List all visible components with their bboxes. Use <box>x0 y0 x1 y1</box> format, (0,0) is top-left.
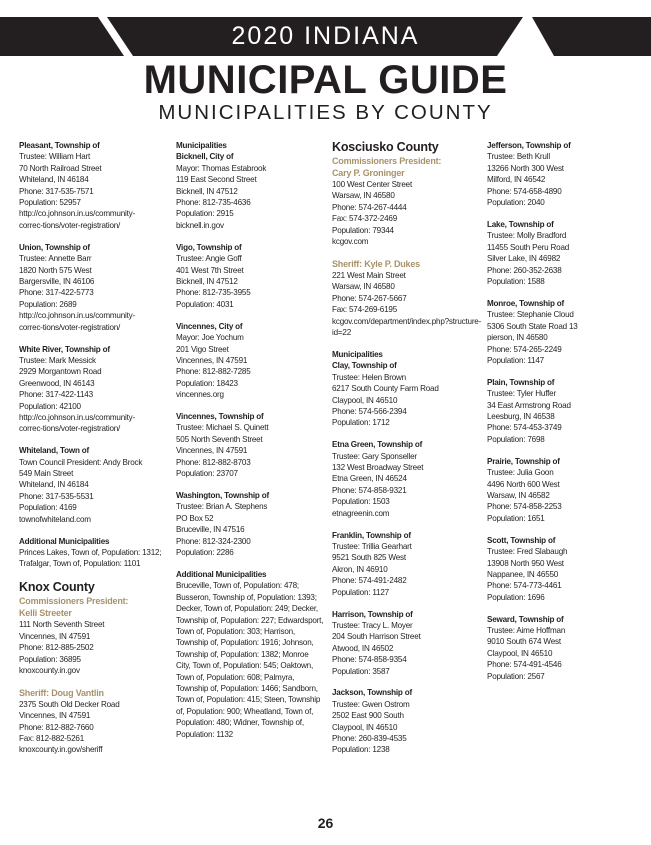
sheriff-kosciusko <box>332 258 482 338</box>
listing-line: Population: 1147 <box>487 355 544 365</box>
listing-line: Phone: 574-491-4546 <box>487 660 562 670</box>
listing-line: Population: 4031 <box>176 299 234 309</box>
listing-line: Population: 42100 <box>19 401 81 411</box>
listing-name: Plain, Township of <box>487 377 555 387</box>
listing-line: Phone: 260-839-4535 <box>332 734 407 744</box>
listing-line: Phone: 812-882-7285 <box>176 367 251 377</box>
listing-name: Vincennes, City of <box>176 321 243 331</box>
listing-lake-township <box>487 219 637 287</box>
listing-line: Population: 1127 <box>332 587 389 597</box>
listing-seward-township <box>487 614 637 682</box>
listing-line: 2929 Morgantown Road <box>19 367 102 377</box>
listing-line: Phone: 574-267-5667 <box>332 293 407 303</box>
category-heading: Municipalities <box>176 141 227 150</box>
listing-url: etnagreenin.com <box>332 508 390 518</box>
listing-line: Trustee: Trillia Gearhart <box>332 541 412 551</box>
listing-line: Leesburg, IN 46538 <box>487 412 555 422</box>
listing-additional-municipalities <box>19 536 162 570</box>
listing-url: knoxcounty.in.gov/sheriff <box>19 745 103 755</box>
county-heading: Knox County <box>19 580 95 595</box>
listing-line: Vincennes, IN 47591 <box>19 631 91 641</box>
listing-line: Fax: 812-882-5261 <box>19 734 84 744</box>
listing-line: Trustee: Julia Goon <box>487 468 554 478</box>
listing-line: Vincennes, IN 47591 <box>176 355 248 365</box>
listing-line: Population: 23707 <box>176 469 238 479</box>
listing-line: Trustee: Brian A. Stephens <box>176 502 268 512</box>
page-number: 26 <box>317 815 334 831</box>
listing-line: 5306 South State Road 13 <box>487 321 578 331</box>
listing-prairie-township <box>487 456 637 524</box>
sheriff-name: Sheriff: Doug Vantlin <box>19 687 104 698</box>
listing-line: 11455 South Peru Road <box>487 242 570 252</box>
listing-line: Population: 2040 <box>487 198 545 208</box>
listing-name: Harrison, Township of <box>332 609 413 619</box>
listing-line: Phone: 574-265-2249 <box>487 344 562 354</box>
listing-line: Trafalgar, Town of, Population: 1101 <box>19 559 141 569</box>
listing-line: Population: 3587 <box>332 666 390 676</box>
listing-name: Franklin, Township of <box>332 530 411 540</box>
listing-name: Etna Green, Township of <box>332 440 423 450</box>
listing-line: 13908 North 950 West <box>487 558 564 568</box>
listing-name: White River, Township of <box>19 344 110 354</box>
listing-name: Jefferson, Township of <box>487 141 571 150</box>
listing-line: Bicknell, IN 47512 <box>176 186 238 196</box>
listing-line: Phone: 812-885-2502 <box>19 643 94 653</box>
listing-line: Princes Lakes, Town of, Population: 1312; <box>19 548 162 557</box>
listing-line: Trustee: Aime Hoffman <box>487 626 566 636</box>
listing-name: Whiteland, Town of <box>19 446 89 456</box>
listing-line: Trustee: Gary Sponseller <box>332 451 417 461</box>
listing-line: 13266 North 300 West <box>487 163 564 173</box>
listing-line: Population: 4169 <box>19 503 77 513</box>
listing-name: Additional Municipalities <box>19 536 110 546</box>
listing-line: 9010 South 674 West <box>487 637 561 647</box>
category-heading: Municipalities <box>332 349 383 359</box>
listing-line: Trustee: William Hart <box>19 152 91 162</box>
page-title: MUNICIPAL GUIDE <box>143 58 508 102</box>
listing-harrison-township <box>332 609 482 677</box>
listing-line: Trustee: Gwen Ostrom <box>332 699 410 709</box>
listing-name: Prairie, Township of <box>487 456 560 466</box>
listing-line: Population: 2567 <box>487 671 545 681</box>
listing-washington-township <box>176 490 324 558</box>
listing-line: Warsaw, IN 46582 <box>487 490 550 500</box>
listing-line: 100 West Center Street <box>332 180 413 189</box>
listing-url: kcgov.com <box>332 237 369 247</box>
listing-line: 1820 North 575 West <box>19 265 92 275</box>
listing-line: Milford, IN 46542 <box>487 175 546 185</box>
commissioners-name: Kelli Streeter <box>19 608 72 619</box>
listing-line: Claypool, IN 46510 <box>487 648 553 658</box>
listing-line: 111 North Seventh Street <box>19 620 105 630</box>
listing-name: Vincennes, Township of <box>176 412 264 422</box>
listing-line: Population: 1696 <box>487 592 545 602</box>
listing-line: Phone: 812-882-8703 <box>176 457 251 467</box>
listing-line: 9521 South 825 West <box>332 553 406 563</box>
listing-url: http://co.johnson.in.us/community-correc-tions/voter-registration/ <box>19 209 136 230</box>
listing-line: Phone: 574-491-2482 <box>332 576 407 586</box>
listing-line: Trustee: Michael S. Quinett <box>176 423 269 433</box>
listing-line: 70 North Railroad Street <box>19 163 102 173</box>
column-4 <box>487 140 637 693</box>
listing-franklin-township <box>332 530 482 598</box>
listing-line: Trustee: Angie Goff <box>176 254 242 264</box>
additional-municipalities-text: Bruceville, Town of, Population: 478; Busseron, Township of, Population: 1393; Decker, Town of, Population: 249; Decker, Township of, Population: 227; Edwardsport, Town of, Population: 303; Harrison, Township of, Population: 1916; Johnson, Township of, Population: 1382; Monroe City, Town of, Population: 545; Oaktown, Town of, Population: 608; Palmyra, Township of, Population: 1466; Sandborn, Town of, Population: 415; Steen, Township of, Population: 900; Wheatland, Town of, Population: 480; Widner, Township of, Population: 1132 <box>176 581 324 739</box>
listing-line: 2502 East 900 South <box>332 711 404 721</box>
listing-line: PO Box 52 <box>176 513 214 523</box>
listing-line: Warsaw, IN 46580 <box>332 282 395 292</box>
listing-etna-green-township <box>332 439 482 519</box>
commissioners-label: Commissioners President: <box>19 596 129 607</box>
listing-url: vincennes.org <box>176 390 224 400</box>
listing-vigo-township <box>176 242 324 310</box>
listing-line: Population: 1238 <box>332 745 390 755</box>
listing-line: Population: 2286 <box>176 548 234 557</box>
listing-name: Bicknell, City of <box>176 152 234 162</box>
listing-line: 201 Vigo Street <box>176 344 229 354</box>
listing-plain-township <box>487 377 637 445</box>
listing-line: Claypool, IN 46510 <box>332 722 398 732</box>
listing-union-township <box>19 242 157 333</box>
listing-line: 34 East Armstrong Road <box>487 400 571 410</box>
listing-line: Population: 1588 <box>487 276 545 286</box>
listing-url: http://co.johnson.in.us/community-correc-tions/voter-registration/ <box>19 311 136 332</box>
listing-line: Mayor: Joe Yochum <box>176 333 244 343</box>
listing-clay-township <box>332 349 482 429</box>
listing-line: Phone: 574-566-2394 <box>332 406 407 416</box>
listing-line: Phone: 574-858-9354 <box>332 655 407 665</box>
listing-pleasant-township <box>19 140 157 231</box>
listing-line: Phone: 812-735-4636 <box>176 198 251 208</box>
listing-line: Trustee: Fred Slabaugh <box>487 547 568 557</box>
listing-whiteland-town <box>19 445 157 525</box>
listing-additional-municipalities <box>176 569 324 740</box>
listing-line: Etna Green, IN 46524 <box>332 474 407 484</box>
listing-line: Population: 18423 <box>176 378 238 388</box>
column-3 <box>332 140 482 766</box>
listing-line: Trustee: Mark Messick <box>19 355 96 365</box>
county-heading: Kosciusko County <box>332 140 439 154</box>
column-2 <box>176 140 324 751</box>
listing-name: Union, Township of <box>19 242 90 252</box>
listing-url: kcgov.com/department/index.php?structure-id=22 <box>332 316 482 337</box>
listing-line: 221 West Main Street <box>332 270 406 280</box>
listing-line: Phone: 260-352-2638 <box>487 265 562 275</box>
listing-url: bicknell.in.gov <box>176 220 224 230</box>
listing-name: Additional Municipalities <box>176 569 267 579</box>
listing-line: Population: 36895 <box>19 654 81 664</box>
listing-line: Population: 1503 <box>332 497 390 507</box>
listing-line: Fax: 574-372-2469 <box>332 214 397 224</box>
listing-line: Trustee: Helen Brown <box>332 372 406 382</box>
listing-line: 549 Main Street <box>19 469 74 479</box>
listing-white-river-township <box>19 344 157 435</box>
listing-name: Lake, Township of <box>487 219 554 229</box>
listing-name: Clay, Township of <box>332 361 397 371</box>
banner-title: 2020 INDIANA <box>231 22 420 50</box>
listing-line: Trustee: Tracy L. Moyer <box>332 620 413 630</box>
commissioners-name: Cary P. Groninger <box>332 168 405 178</box>
listing-line: Phone: 574-858-9321 <box>332 485 407 495</box>
listing-line: Population: 79344 <box>332 225 394 235</box>
listing-line: Population: 52957 <box>19 198 81 208</box>
listing-line: Phone: 317-422-1143 <box>19 390 93 400</box>
listing-line: Phone: 812-735-3955 <box>176 288 251 298</box>
listing-line: Trustee: Annette Barr <box>19 254 92 264</box>
listing-line: Bargersville, IN 46106 <box>19 276 95 286</box>
listing-line: Phone: 317-422-5773 <box>19 288 94 298</box>
listing-line: Trustee: Beth Krull <box>487 152 550 162</box>
listing-line: Population: 7698 <box>487 434 545 444</box>
listing-line: Bruceville, IN 47516 <box>176 525 245 535</box>
listing-line: 132 West Broadway Street <box>332 463 424 473</box>
commissioners-label: Commissioners President: <box>332 156 442 166</box>
listing-name: Monroe, Township of <box>487 298 564 308</box>
listing-line: 401 West 7th Street <box>176 265 244 275</box>
sheriff-knox <box>19 687 157 756</box>
listing-line: Phone: 574-453-3749 <box>487 423 562 433</box>
listing-line: Greenwood, IN 46143 <box>19 378 95 388</box>
listing-line: Whiteland, IN 46184 <box>19 480 89 490</box>
listing-line: Phone: 812-882-7660 <box>19 722 94 732</box>
listing-line: Population: 1712 <box>332 418 390 428</box>
listing-line: Warsaw, IN 46580 <box>332 191 395 201</box>
listing-url: http://co.johnson.in.us/community-correc-tions/voter-registration/ <box>19 412 136 434</box>
listing-line: Trustee: Molly Bradford <box>487 231 567 241</box>
listing-line: 6217 South County Farm Road <box>332 384 439 394</box>
listing-line: Whiteland, IN 46184 <box>19 175 89 185</box>
listing-line: Bicknell, IN 47512 <box>176 276 238 286</box>
listing-line: Population: 2689 <box>19 299 77 309</box>
listing-line: Phone: 574-267-4444 <box>332 202 407 212</box>
listing-url: knoxcounty.in.gov <box>19 665 80 675</box>
listing-line: Atwood, IN 46502 <box>332 643 394 653</box>
listing-jefferson-township <box>487 140 637 208</box>
listing-scott-township <box>487 535 637 603</box>
listing-line: 505 North Seventh Street <box>176 434 263 444</box>
listing-line: Phone: 812-324-2300 <box>176 536 251 546</box>
listing-line: Silver Lake, IN 46982 <box>487 254 561 264</box>
listing-line: Mayor: Thomas Estabrook <box>176 163 267 173</box>
listing-line: Phone: 574-658-4890 <box>487 186 562 196</box>
county-knox <box>19 580 157 676</box>
listing-name: Washington, Township of <box>176 490 269 500</box>
listing-name: Pleasant, Township of <box>19 141 100 150</box>
county-kosciusko <box>332 140 482 247</box>
listing-line: Phone: 317-535-5531 <box>19 491 94 501</box>
listing-name: Scott, Township of <box>487 535 556 545</box>
listing-line: 4496 North 600 West <box>487 479 560 489</box>
listing-line: Akron, IN 46910 <box>332 564 388 574</box>
listing-url: townofwhiteland.com <box>19 514 91 524</box>
listing-line: Phone: 574-858-2253 <box>487 502 562 512</box>
listing-line: Population: 1651 <box>487 513 545 523</box>
listing-line: 2375 South Old Decker Road <box>19 699 120 709</box>
listing-line: Claypool, IN 46510 <box>332 395 398 405</box>
listing-name: Vigo, Township of <box>176 242 242 252</box>
listing-line: Nappanee, IN 46550 <box>487 569 559 579</box>
listing-vincennes-township <box>176 411 324 479</box>
listing-monroe-township <box>487 298 637 366</box>
listing-line: Vincennes, IN 47591 <box>176 446 248 456</box>
listing-vincennes-city <box>176 321 324 401</box>
listing-line: pierson, IN 46580 <box>487 333 548 343</box>
listing-line: Fax: 574-269-6195 <box>332 305 397 315</box>
listing-line: Trustee: Tyler Huffer <box>487 389 556 399</box>
page-subtitle: MUNICIPALITIES BY COUNTY <box>158 101 493 124</box>
sheriff-name: Sheriff: Kyle P. Dukes <box>332 258 420 269</box>
listing-name: Jackson, Township of <box>332 688 412 698</box>
listing-line: Town Council President: Andy Brock <box>19 457 143 467</box>
listing-line: Trustee: Stephanie Cloud <box>487 310 574 320</box>
listing-line: 119 East Second Street <box>176 175 257 185</box>
listing-line: Phone: 574-773-4461 <box>487 581 562 591</box>
column-1 <box>19 140 162 766</box>
listing-line: Vincennes, IN 47591 <box>19 711 91 721</box>
listing-bicknell-city <box>176 140 324 231</box>
listing-jackson-township <box>332 687 482 755</box>
listing-line: Population: 2915 <box>176 209 234 219</box>
listing-line: 204 South Harrison Street <box>332 632 421 642</box>
listing-name: Seward, Township of <box>487 614 564 624</box>
listing-line: Phone: 317-535-7571 <box>19 186 94 196</box>
